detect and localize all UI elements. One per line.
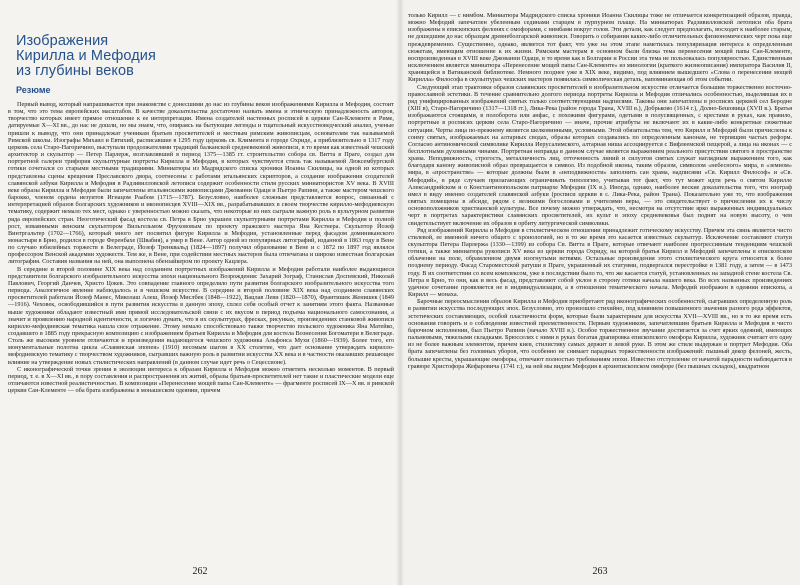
chapter-title-line-1: Изображения [16,33,109,49]
paragraph: Ряд изображений Кирилла и Мефодия в стилистическом отношении принадлежит готическому искусству. Причем эта связь является чисто стилевой, ее именной ничего общего с хронологией, но в то же время это касается известных скульптур. Исключение составляют статуи скульптора Петера Парлержа (1330—1399) из собора Св. Витта в Праге, которые отвечают наиболее прогрессивным тенденциям чешской готики, а также миниатюра рукописи XV века из церкви города Охриду, на которой братья Кирилл и Мефодий запечатлены в епископском облачении на поле, обрамленном двумя изогнутыми ветвями. Остальные произведения этого стилистического круга относятся к более позднему периоду. Фасад Староместской ратуши в Праге, украшенный их статуями, подвергался перестройке в 1381 году, а затем — в 1473 году. В их соответствии со всем комплексом, уже в последствии было то, что же касается статуй, установленных на западной стене костела Св. Петра в Брно, то они, как и весь фасад, представляют собой уклон в сторону готики начала нашего века. Во всех названных произведениях удачное сочетание проявляется не в индивидуализации, а в отношении тематического начала. Мефодий изображен в одеянии епископа, а Кирилл — монаха. [408,226,792,299]
right-page [400,0,800,585]
section-subtitle: Резюме [16,85,51,95]
left-body-text [8,101,394,394]
page-number-left: 262 [192,566,208,577]
chapter-title-line-2: Кирилла и Мефодия [16,48,156,64]
chapter-title [16,34,394,79]
paragraph: только Кирилл — с нимбом. Миниатюра Мадридского списка хроники Иоанна Скилицы тоже не отличается конкретизацией образов, правда, можно Мефодий запечатлен убеленным сединами старцем в пурпурном плаще. На миниатюрах Радзивилловской летописи оба брата изображены в епископских фелонях с омофорами, с нимбами вокруг голов. Эти детали, как следует предполагать, восходят к наиболее старым, не дошедшим до нас образцам древнеболгарской живописи. Говорить о собирании каких-либо отличительных физиономических черт пока еще преждевременно. Существенно, однако, является тот факт, что уже на этом этапе наметилась популяризация интереса к определенным сюжетам, имеющим отношение к их жизни. Римским мастерам в основном были близка тема перенесения мощей папы Сан-Клементе, воспроизведенная в XVIII веке Джованни Одаци, в то время как в Болгарии и России эта тема не пользовалась популярностью. Единственным исключением является миниатюра «Перенесение мощей папы Сан-Клементе» из минологии (краткого жизнеописания) императора Василия II, хранящейся в Ватиканской библиотеке. Немного позднее уже в XIX веке, видимо, под влиянием вышедшего «Слова о перенесении мощей Кирилла» Философа в скульптурах чешских мастеров появилась символическая деталь, напоминающая об этом событии. [408,12,792,84]
paragraph: С иконографической точки зрения в эволюции интереса к образам Кирилла и Мефодия можно отметить несколько моментов. В первый период, т. е. в X—XI вв., в пору составления и распространения их житий, образы братьев-просветителей нет такие и пластические модели еще отличаются известной реалистичностью. В композиции «Перенесение мощей папы Сан-Клементе» — фрагменте росписей IX—X вв. в римской церкви Сан-Клементе — оба брата изображены в монашеском одеянии, причем [8,365,394,395]
paragraph: В середине и второй половине XIX века над созданием портретных изображений Кирилла и Мефодия работали наиболее выдающиеся представители болгарского изобразительного искусства эпохи национального Возрождения: Захарий Зограф, Станислав Доспевский, Николай Павлович, Георгий Данчев, Христо Цокев. Это совпадение главного определяло пути развития болгарского изобразительного искусства того периода. Аналогичное явление наблюдалось и в чешском искусстве. В середине и второй половине XIX века над созданием славянских просветителей работали Йозеф Манес, Миколаш Алеш, Йозеф Мислбек (1848—1922), Вацлав Леви (1820—1870), Франтишек Женишек (1849—1916). Чеховек, освободившийся в пути развития искусства в данную эпоху, сплел себя особый отчет к занятиям этого факта. Названные выше художники обладают известный ими прямой исследовательской связи с их вкусом в период подъема национального самосознания, а значит и проявлению народной идентичности, и логично думать, что в их скульптурах, фресках, рисунках, произведениях станковой живописи кирилло-мефодиевская тематика нашла свое отражение. Этому немало способствовало также творчество польского художника Яна Матейко, создавшего в 1885 году прекрасную композицию с изображением братьев Кирилла и Мефодия для костела Вознесения Богоматери в Велеграде. Столь же высоким уровнем отличаются и произведения выдающегося чешского художника Альфонса Мухи (1860—1939). Более того, его монументальные полотна цикла «Славянская эпопея» (1910) весомым шагом в XX столетие, что дает основание утверждать кирилло-мефодиевскую тематику с творчеством художников, сыгравших важную роль в развитии искусства XX века и в частности оказавших решающее влияние на утверждение новых стилистических направлений (в данном случае идет речь о Сецессионе). [8,265,394,366]
paragraph: Первый вывод, который напрашивается при знакомстве с донесшими до нас из глубины веков изображениями Кирилла и Мефодия, состоит в том, что это тема европейских масштабов. В качестве доказательства достаточно назвать имена и этническую принадлежность авторов, творчество которых имеет прямое отношение к ее интерпретации. Имена создателей настенных росписей в церкви Сан-Клементе в Риме, датируемые X—XI вв., до нас не дошли, но мы знаем, что, опираясь на бытующие легенды и тщательный искусствоведческий анализ, ученые пришли к выводу, что они принадлежат ученикам братьев просветителей и местным римским живописцам, основателям так называемой Римской школы. Изографы Михаил и Евтихий, расписавшие в 1295 году церковь св. Климента в городе Охриде, а приблизительно в 1317 году церковь села Старо-Нагоричино, выступали продолжателями традиций балканской средневековой живописи, в то время как известный чешский архитектор и скульптор — Петер Парлерж, возглавлявший в период 1375—1385 гг. строительство собора св. Витта в Праге, создал для портретной галереи трифория скульптурные портреты Кирилла и Мефодия, в которых чувствуется стиль так называемой Люксембургской готики сочетался со старыми местными традициями. Миниатюры из Мадридского списка хроники Иоанна Скилицы, на одной из которых представлены сцены крещения Преславского двора, соотнесены с работами итальянских скрипторов, а создание изображения создателей славянской азбуки Кирилла и Мефодия в Радзивилловской летописи содержит особенности стиля русских миниатюристов XV века. В XVIII веке образы Кирилла и Мефодия были запечатлены итальянскими живописцами Джованни Одаци и Пьетро Рапини, а также мастером чешского барокко, членом ордена иезуитов Игнацом Раабом (1715—1787). Безусловно, наиболее сложным представляется вопрос, связанный с интерпретацией образов болгарских художников и иконописцев XVIII—XIX вв., разрабатывавших в своем творчестве кирилло-мефодиевскую тематику, содержит немало тех мест, однако с уверенностью можно сказать, что некоторые из них сыграли важную роль в культурном развитии ряда европейских стран. Неоготический фасад костела св. Петра в Брно украшен скульптурными портретами Кирилла и Мефодия и полной рост, изваянными венским скульптором Вильгельмом Фрухововым по проекту пражского мастера Яна Кестнера. Скульптор Йозеф Винтргальтер (1702—1766), который много лет посвятил фигуре Кирилла и Мефодия, установленные перед фасадом доминиканского монастыря в Брно, родился в городе Ференбахе (Швабия), а умер в Вене. Автор одной из популярных литографий, изданной в 1863 году в Вене по случаю юбилейных торжеств в Велеграде, Йозеф Тренквальд (1824—1897) получил образование в Вене и с 1872 по 1897 год являлся профессором Венской академии художеств. Тем же, в Вене, при содействии местных мастеров была отпечатана и широко известная болгарская литография. Составив названия на ней, она выполнена обензайкером по проекту Кацлера. [8,101,394,266]
paragraph: Барочные переосмысления образов Кирилла и Мефодия приобретают ряд иконографических особенностей, сыгравших определенную роль в развитии искусства последующих эпох. Безусловно, это произошло стихийно, под влиянием повышенного значения разного рода эффектов, эстетических составляющих, особой пластичности форм, которые были характерным для искусства XVII—XVIII вв., но в то же время есть основания говорить и о соблюдении известной преемственности. Первым художником, запечатлевшим братьев Кирилла и Мефодия в чисто барочном исполнении, был Пьетро Рапини (начало XVIII в.). Особое торжественное звучание достигается за счет ярких одеяний, имеющих пальмовыми, тяжелыми складками. Брюсселях с ними в руках богатая драпировка епископского омофора Кирилла, художник считает его одну из не более важным элементом, причем киев, стилистику самых держит в левой руке. В этом же стиле выдержан и портрет Мефодия. Оба брата запечатлены без головных уборов, что особенно не снимает парадных торжественности изображений: пышный декор фелоней, жесть, большие кресты, украшающие омофоры, отвечают полностью требованиям эпохи. Известно отступление от начатой парадности наблюдается в гравюре Христофора Жефаровича (1741 г.), на ней мы видим Мефодия в архиепископском омофоре (без пышных складок), квадратном [408,298,792,370]
chapter-title-line-3: из глубины веков [16,63,134,79]
right-body-text [408,12,792,370]
page-number-right: 263 [592,566,608,577]
paragraph: Следующий этап трактовки образов славянских просветителей в изобразительном искусстве отличается большим торжественно восточно-православной эстетики. В течение сравнительно долгого периода портреты Кирилла и Мефодия отличались особенностью, выделявшая их в ряд унифицированных изображений святых только соответствующими надписями. Таковы они запечатлены в росписях церквей сел Беродне (XIII в), Старо-Нагоричино (1317—1318 гг.), Лика-Река (район города Трана, XVIII в.), Добрьково (1614 г.), Долно-Бешовица (XVII в.). Братья изображаются стоящими, в полоборота или анфас, с похожими фигурами, одетыми в полусвященных, с крестами в руках, как правило, портретные в росписях церкви села Старо-Нагоричино — иначе, прочие атрибуты не включают их в какие-либо конкретные сюжетные ситуации. Черты лица по-прежнему является шелковинными, условными. Этой обязательства тем, что Кирилл и Мефодий были причислены к сонму святых, изображаемых на алтарных сводах, образы которых создавались по определенным канонам, не терпящим частых реформ. Согласно антиномической символике Кирилла Иерусалимского, алтарная ниша ассоциируется с Вифлеемской пещерой, а лица на иконах — с бесплотными духовными чинами. Портретная неправда в данном случае является выражением реального присутствия святого в пространстве храма. Неподвижность, строгость, металличность лиц, отточенность линий и силуэтов святых служат наглядным выражением того, как благодаря канону живописной образ превращается в символ. Из подобной иконы, таким образом, символом «небесного» мира, в «земном» мира, в «пространстве» — которые должны были в «неподвижности» заполнить сан храма, надписями «Св. Кирилл Философ» и «Св. Мефодий», в ряде случаев прилагающих ограничивать типологию, учитывая тот факт, что тут может идти речь о святом Кирилле Александрийском и о Константинопольском патриархе Мефодии (IX в.). Иногда, однако, наиболее веские доказательства того, что изограф имел в виду именно создателей славянской азбуки (росписи церкви в с. Лика-Река, район Трана). Показательно уже то, что изображения святых помещены в абсиде, рядом с великими богословами и учителями веры, — это свидетельствует о причислении их к числу основоположников христианской культуры. Все почему можно утверждать, что, несмотря на отсутствие ярко выраженных индивидуальных черт в портретах характеристики славянских просветителей, их культ в эпоху средневековья был поднят на новую высоту, о чем свидетельствует включение их образов в орбиту литургической символики. [408,83,792,227]
